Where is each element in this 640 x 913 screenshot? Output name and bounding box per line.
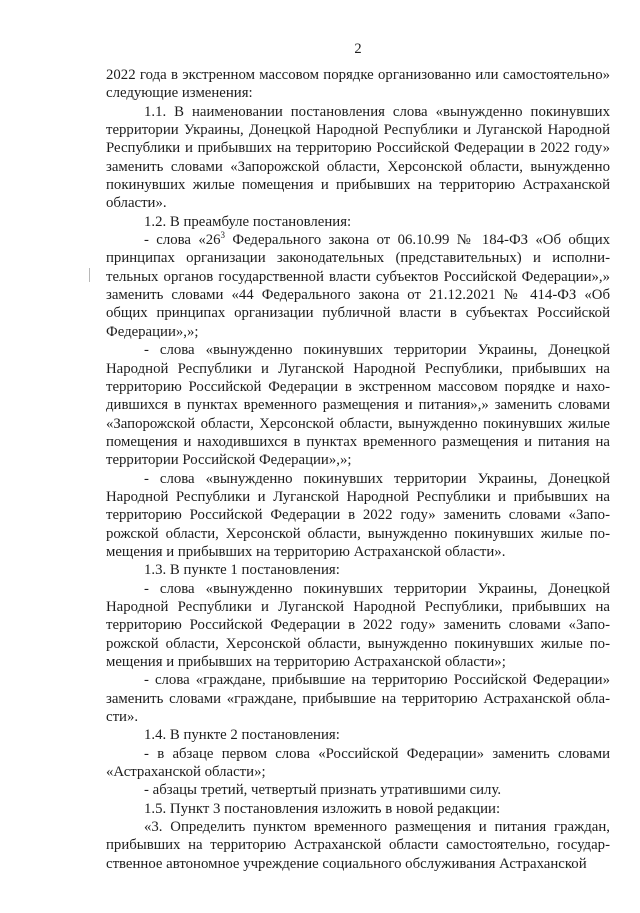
- paragraph: [106, 561, 610, 579]
- paragraph: [106, 580, 610, 672]
- paragraph-text: - слова «вынужденно покинувших территории Украины, Донецкой Народной Республики и Луганской Народной Республики, прибывших на территорию Российской Федерации в 2022 году» заменить словами «Запорожской области, Херсонской области, вынужденно покинувших жилые помещения и прибывших на территорию Астраханской области»;: [106, 580, 610, 670]
- paragraph: [106, 213, 610, 231]
- paragraph: [106, 341, 610, 469]
- paragraph-text: Федерального закона от 06.10.99 № 184-ФЗ «Об общих принципах организации законодательных (представительных) и исполнительных органов государственной власти субъектов Российской Федерации»,» заменить словами «44 Федерального закона от 21.12.2021 № 414-ФЗ «Об общих принципах организации публичной власти в субъектах Российской Федерации»,»;: [106, 232, 611, 340]
- paragraph-text: 1.1. В наименовании постановления слова «вынужденно покинувших территории Украины, Донецкой Народной Республики и Луганской Народной Республики и прибывших на территорию Российской Федерации в 2022 году» заменить словами «Запорожской области, Херсонской области, вынужденно покинувших жилые помещения и прибывших на территорию Астраханской области».: [106, 103, 610, 212]
- paragraph-text: - слова «26: [144, 232, 221, 249]
- paragraph: [106, 800, 610, 818]
- document-body: [106, 66, 610, 873]
- paragraph: [106, 671, 610, 726]
- paragraph-text: - абзацы третий, четвертый признать утратившими силу.: [144, 782, 502, 799]
- page-number: 2: [354, 41, 362, 57]
- paragraph-text: 1.4. В пункте 2 постановления:: [144, 727, 340, 744]
- paragraph: [106, 745, 610, 782]
- paragraph-text: - в абзаце первом слова «Российской Федерации» заменить словами «Астраханской области»;: [106, 745, 610, 781]
- paragraph-text: - слова «вынужденно покинувших территории Украины, Донецкой Народной Республики и Луганской Народной Республики, прибывших на территорию Российской Федерации в экстренном массовом порядке и находившихся в пунктах временного размещения и питания»,» заменить словами «Запорожской области, Херсонской области, вынужденно покинувших жилые помещения и находившихся в пунктах временного размещения и питания на территории Российской Федерации»,»;: [106, 342, 610, 469]
- paragraph: [106, 66, 610, 103]
- paragraph-text: - слова «вынужденно покинувших территории Украины, Донецкой Народной Республики и Луганской Народной Республики и прибывших на территорию Российской Федерации в 2022 году» заменить словами «Запорожской области, Херсонской области, вынужденно покинувших жилые помещения и прибывших на территорию Астраханской области».: [106, 470, 610, 560]
- paragraph: [106, 726, 610, 744]
- paragraph: [106, 781, 610, 799]
- paragraph-text: 1.2. В преамбуле постановления:: [144, 213, 352, 230]
- superscript-index: 3: [220, 230, 226, 241]
- paragraph-text: 1.3. В пункте 1 постановления:: [144, 562, 340, 579]
- paragraph-text: 2022 года в экстренном массовом порядке организованно или самостоятельно» следующие изменения:: [106, 67, 610, 102]
- paragraph: [106, 103, 610, 213]
- paragraph: [106, 470, 610, 562]
- paragraph-text: 1.5. Пункт 3 постановления изложить в новой редакции:: [144, 800, 501, 817]
- margin-mark: [89, 268, 90, 282]
- paragraph: [106, 231, 610, 341]
- paragraph-text: «3. Определить пунктом временного размещения и питания граждан, прибывших на территорию Астраханской области самостоятельно, государственное автономное учреждение социального обслуживания Астраханской: [106, 819, 610, 872]
- paragraph: [106, 818, 610, 873]
- paragraph-text: - слова «граждане, прибывшие на территорию Российской Федерации» заменить словами «граждане, прибывшие на территорию Астраханской области».: [106, 672, 610, 726]
